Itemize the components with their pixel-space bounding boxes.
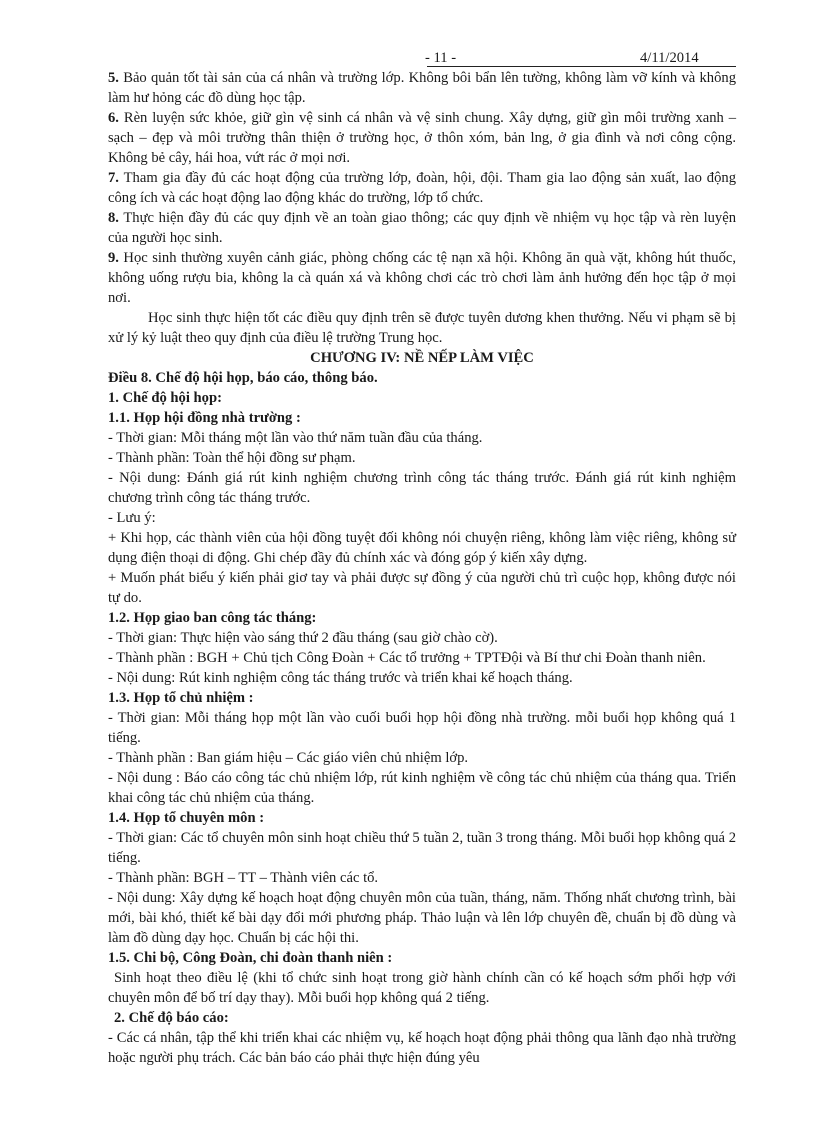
meeting-time: - Thời gian: Mỗi tháng họp một lần vào cuối buổi họp hội đồng nhà trường. mỗi buổi họp không quá 1 tiếng. [108, 710, 736, 746]
meeting-members: - Thành phần: BGH – TT – Thành viên các tổ. [108, 870, 379, 886]
item-number: 6. [108, 110, 119, 126]
meeting-content: - Nội dung: Đánh giá rút kinh nghiệm chương trình công tác tháng trước. Đánh giá rút kinh nghiệm chương trình công tác tháng trước. [108, 470, 736, 506]
item-number: 7. [108, 170, 119, 186]
item-number: 8. [108, 210, 119, 226]
subsection-text: Sinh hoạt theo điều lệ (khi tổ chức sinh hoạt trong giờ hành chính cần có kế hoạch sớm phối hợp với chuyên môn để bố trí dạy thay). Mỗi buổi họp không quá 2 tiếng. [108, 970, 736, 1006]
item-text: Rèn luyện sức khỏe, giữ gìn vệ sinh cá nhân và vệ sinh chung. Xây dựng, giữ gìn môi trường xanh – sạch – đẹp và môi trường thân thiện ở trường học, ở thôn xóm, bản lng, ở gia đình và nơi công cộng. Không bẻ cây, hái hoa, vứt rác ở mọi nơi. [108, 110, 736, 166]
meeting-time: - Thời gian: Mỗi tháng một lần vào thứ năm tuần đầu của tháng. [108, 430, 483, 446]
meeting-note-item: + Muốn phát biểu ý kiến phải giơ tay và phải được sự đồng ý của người chủ trì cuộc họp, không được nói tự do. [108, 570, 736, 606]
item-text: Học sinh thường xuyên cảnh giác, phòng chống các tệ nạn xã hội. Không ăn quà vặt, không hút thuốc, không uống rượu bia, không la cà quán xá và không chơi các trò chơi làm ảnh hưởng đến học tập ở mọi nơi. [108, 250, 736, 306]
meeting-members: - Thành phần: Toàn thể hội đồng sư phạm. [108, 450, 356, 466]
item-number: 9. [108, 250, 119, 266]
item-text: Thực hiện đầy đủ các quy định về an toàn giao thông; các quy định về nhiệm vụ học tập và rèn luyện của người học sinh. [108, 210, 736, 246]
meeting-content: - Nội dung: Xây dựng kế hoạch hoạt động chuyên môn của tuần, tháng, năm. Thống nhất chương trình, bài mới, bài khó, thiết kế bài dạy đổi mới phương pháp. Thảo luận và lên lớp chuyên đề, chuẩn bị đồ dùng và làm đồ dùng dạy học. Chuẩn bị các hội thi. [108, 890, 736, 946]
meeting-content: - Nội dung : Báo cáo công tác chủ nhiệm lớp, rút kinh nghiệm về công tác chủ nhiệm của tháng qua. Triển khai công tác chủ nhiệm của tháng. [108, 770, 736, 806]
subsection-title: 1.3. Họp tổ chủ nhiệm : [108, 690, 254, 706]
subsection-title: 1.1. Họp hội đồng nhà trường : [108, 410, 301, 426]
meeting-time: - Thời gian: Các tổ chuyên môn sinh hoạt chiều thứ 5 tuần 2, tuần 3 trong tháng. Mỗi buổi họp không quá 2 tiếng. [108, 830, 736, 866]
article-title: Điều 8. Chế độ hội họp, báo cáo, thông báo. [108, 370, 378, 386]
page-header [0, 48, 816, 68]
header-date: 4/11/2014 [640, 50, 699, 66]
meeting-time: - Thời gian: Thực hiện vào sáng thứ 2 đầu tháng (sau giờ chào cờ). [108, 630, 498, 646]
meeting-note-item: + Khi họp, các thành viên của hội đồng tuyệt đối không nói chuyện riêng, không làm việc riêng, không sử dụng điện thoại di động. Ghi chép đầy đủ chính xác và đóng góp ý kiến xây dựng. [108, 530, 736, 566]
section-title: 2. Chế độ báo cáo: [114, 1010, 229, 1026]
chapter-title: CHƯƠNG IV: NỀ NẾP LÀM VIỆC [310, 350, 534, 366]
subsection-title: 1.2. Họp giao ban công tác tháng: [108, 610, 317, 626]
item-text: Tham gia đầy đủ các hoạt động của trường lớp, đoàn, hội, đội. Tham gia lao động sản xuất, lao động công ích và các hoạt động lao động khác do trường, lớp tổ chức. [108, 170, 736, 206]
reward-note: Học sinh thực hiện tốt các điều quy định trên sẽ được tuyên dương khen thưởng. Nếu vi phạm sẽ bị xử lý kỷ luật theo quy định của điều lệ trường Trung học. [108, 310, 736, 346]
meeting-members: - Thành phần : BGH + Chủ tịch Công Đoàn + Các tổ trưởng + TPTĐội và Bí thư chi Đoàn thanh niên. [108, 650, 706, 666]
list-item [108, 168, 736, 208]
meeting-content: - Nội dung: Rút kinh nghiệm công tác tháng trước và triển khai kế hoạch tháng. [108, 670, 573, 686]
header-rule [427, 66, 736, 67]
subsection-title: 1.5. Chi bộ, Công Đoàn, chi đoàn thanh niên : [108, 950, 393, 966]
list-item [108, 108, 736, 168]
item-text: Bảo quản tốt tài sản của cá nhân và trường lớp. Không bôi bẩn lên tường, không làm vỡ kính và không làm hư hỏng các đồ dùng học tập. [108, 70, 736, 106]
meeting-note: - Lưu ý: [108, 510, 156, 526]
meeting-members: - Thành phần : Ban giám hiệu – Các giáo viên chủ nhiệm lớp. [108, 750, 469, 766]
subsection-title: 1.4. Họp tổ chuyên môn : [108, 810, 265, 826]
list-item [108, 248, 736, 308]
document-body [108, 68, 736, 1068]
list-item [108, 208, 736, 248]
page-number: - 11 - [425, 50, 457, 66]
section-title: 1. Chế độ hội họp: [108, 390, 222, 406]
item-number: 5. [108, 70, 119, 86]
list-item [108, 68, 736, 108]
section-text: - Các cá nhân, tập thể khi triển khai các nhiệm vụ, kế hoạch hoạt động phải thông qua lãnh đạo nhà trường hoặc người phụ trách. Các bản báo cáo phải thực hiện đúng yêu [108, 1030, 736, 1066]
